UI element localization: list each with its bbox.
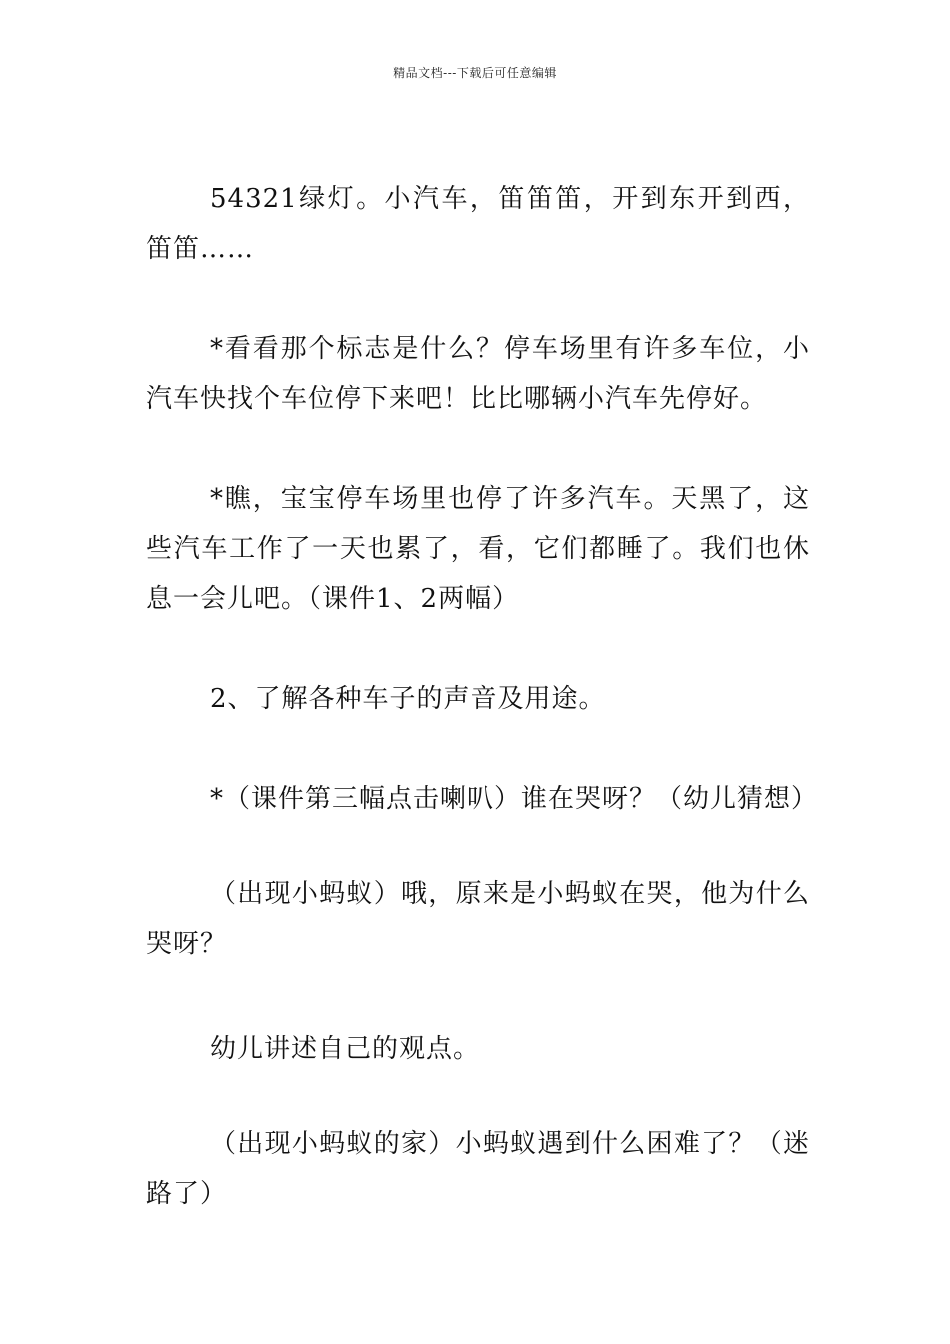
paragraph-section-2: 2、了解各种车子的声音及用途。 — [210, 684, 606, 714]
paragraph-traffic-light: 54321绿灯。小汽车，笛笛笛，开到东开到西，笛笛…… — [146, 184, 810, 264]
paragraph-ant-home: （出现小蚂蚁的家）小蚂蚁遇到什么困难了？（迷路了） — [146, 1129, 810, 1209]
page-header: 精品文档---下载后可任意编辑 — [393, 66, 557, 80]
paragraph-children-views: 幼儿讲述自己的观点。 — [210, 1034, 481, 1064]
paragraph-little-ant: （出现小蚂蚁）哦，原来是小蚂蚁在哭，他为什么哭呀？ — [146, 879, 810, 959]
paragraph-parking-sign: *看看那个标志是什么？停车场里有许多车位，小汽车快找个车位停下来吧！比比哪辆小汽车先停好。 — [146, 334, 810, 414]
paragraph-who-crying: *（课件第三幅点击喇叭）谁在哭呀？（幼儿猜想） — [210, 784, 819, 814]
paragraph-cars-sleeping: *瞧，宝宝停车场里也停了许多汽车。天黑了，这些汽车工作了一天也累了，看，它们都睡了。我们也休息一会儿吧。（课件1、2两幅） — [146, 484, 810, 614]
